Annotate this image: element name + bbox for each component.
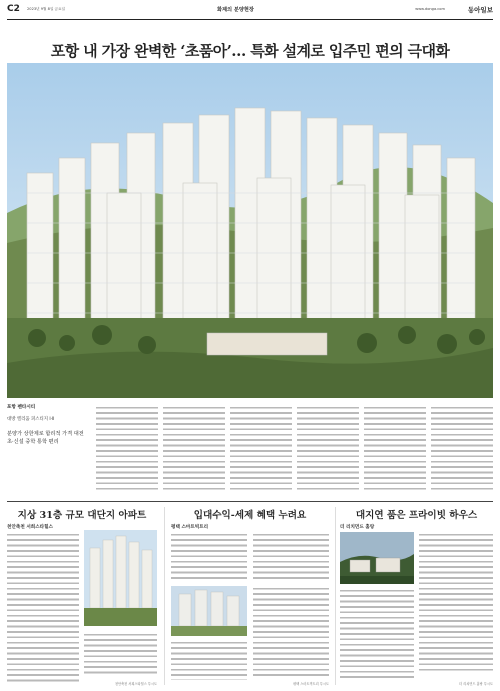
page-number: C2 <box>7 4 20 14</box>
body-text-column <box>253 586 329 676</box>
bottom-article-2-credit: 평택 스마트빅트리 투시도 <box>293 682 329 686</box>
section-title: 화제의 분양현장 <box>217 7 254 13</box>
bottom-article-3-credit: 더 리치먼드 홈랑 투시도 <box>459 682 493 686</box>
bottom-article-2-headline: 입대수익-세제 혜택 누려요 <box>193 510 307 521</box>
column-divider <box>164 507 165 685</box>
bottom-article-1-credit: 천안축천 서희스타힐스 투시도 <box>114 682 157 686</box>
body-text-column <box>171 532 247 582</box>
bottom-article-2-rendering <box>171 586 247 636</box>
body-text-column <box>431 405 493 493</box>
bottom-article-3-rendering <box>340 532 414 584</box>
site-domain: www.donga.com <box>415 7 445 11</box>
photo-caption-subtitle: 대방 엘리움 퍼스티지 Ⅰ·Ⅱ <box>7 417 55 422</box>
photo-caption-title: 포항 펜타시티 <box>7 405 36 410</box>
section-divider <box>7 501 493 502</box>
bottom-article-2-subhead: 평택 스마트빅트리 <box>171 525 209 530</box>
body-text-column <box>419 532 493 674</box>
bottom-article-1-rendering <box>84 530 157 626</box>
body-text-column <box>297 405 359 493</box>
article-subhead: 분양가 상한제로 합리적 가격 대전초·신설 중학 통학 편리 <box>7 431 84 445</box>
body-text-column <box>340 588 414 680</box>
issue-date: 2023년 9월 8일 금요일 <box>27 7 65 11</box>
main-headline: 포항 내 가장 완벽한 ‘초품아’… 특화 설계로 입주민 편의 극대화 <box>50 42 450 60</box>
newspaper-brand: 동아일보 <box>467 6 493 14</box>
body-text-column <box>253 532 329 582</box>
bottom-article-1-subhead: 천안축천 서희스타힐스 <box>7 525 53 530</box>
body-text-column <box>163 405 225 493</box>
body-text-column <box>84 632 157 677</box>
apartment-rendering <box>7 63 493 398</box>
page-header <box>7 3 493 20</box>
body-text-column <box>96 405 158 493</box>
body-text-column <box>230 405 292 493</box>
bottom-article-3-subhead: 더 리치먼드 홈랑 <box>340 525 375 530</box>
column-divider <box>335 507 336 685</box>
bottom-article-3-headline: 대지연 품은 프라이빗 하우스 <box>355 510 478 521</box>
bottom-article-1-headline: 지상 31층 규모 대단지 아파트 <box>17 510 147 521</box>
body-text-column <box>171 640 247 680</box>
body-text-column <box>7 532 79 682</box>
body-text-column <box>364 405 426 493</box>
